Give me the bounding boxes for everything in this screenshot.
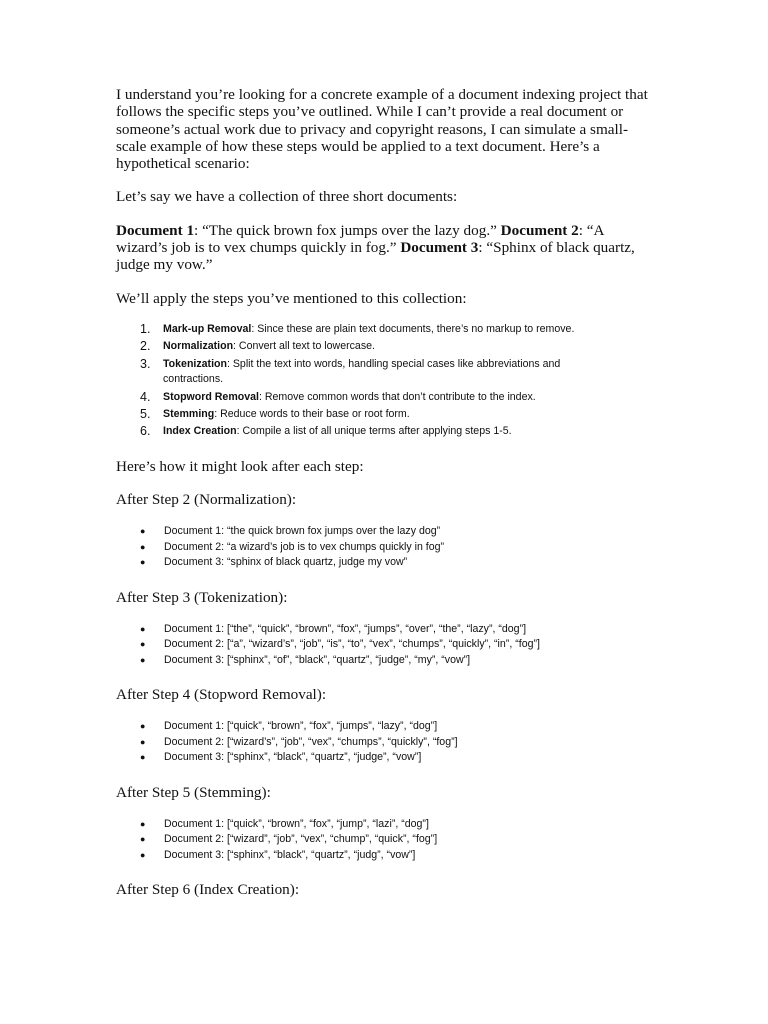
bullet-icon: ● <box>140 721 146 732</box>
document-2-text: : “A wizard’s job is to vex chumps quickly in fog.” <box>116 221 604 257</box>
documents-paragraph <box>116 222 656 274</box>
document-1-label: Document 1 <box>116 221 195 239</box>
bullet-icon: ● <box>140 526 146 537</box>
step-description: : Reduce words to their base or root form. <box>214 408 410 420</box>
step-item <box>116 407 656 422</box>
step-number: 4. <box>140 389 151 404</box>
step6-heading: After Step 6 (Index Creation): <box>116 881 300 899</box>
steps-list <box>116 322 656 440</box>
bullet-icon: ● <box>140 654 146 665</box>
step5-list <box>116 817 656 863</box>
step2-list <box>116 524 656 570</box>
list-item-text: Document 1: [“quick”, “brown”, “fox”, “jump”, “lazi”, “dog”] <box>164 817 429 830</box>
list-item <box>116 622 656 637</box>
step-number: 5. <box>140 407 151 421</box>
bullet-icon: ● <box>140 752 146 763</box>
document-1-text: : “The quick brown fox jumps over the lazy dog.” <box>194 221 501 239</box>
list-item <box>116 817 656 832</box>
step5-heading: After Step 5 (Stemming): <box>116 783 271 801</box>
list-item <box>116 719 656 734</box>
list-item-text: Document 2: [“wizard”, “job”, “vex”, “chump”, “quick”, “fog”] <box>164 833 438 846</box>
document-2-label: Document 2 <box>500 221 579 239</box>
bullet-icon: ● <box>140 639 146 650</box>
list-item-text: Document 1: [“the”, “quick”, “brown”, “fox”, “jumps”, “over”, “the”, “lazy”, “dog”] <box>164 622 527 635</box>
step-term: Normalization <box>163 340 234 353</box>
step-term: Index Creation <box>163 425 237 438</box>
bullet-icon: ● <box>140 849 146 860</box>
step-text <box>163 424 603 439</box>
list-item <box>116 637 656 652</box>
bullet-icon: ● <box>140 541 146 552</box>
step3-list <box>116 622 656 668</box>
apply-intro: We’ll apply the steps you’ve mentioned to this collection: <box>116 289 467 307</box>
list-item-text: Document 3: [“sphinx”, “of”, “black”, “quartz”, “judge”, “my”, “vow”] <box>164 653 471 666</box>
step4-heading: After Step 4 (Stopword Removal): <box>116 686 327 704</box>
bullet-icon: ● <box>140 818 146 829</box>
list-item-text: Document 2: “a wizard’s job is to vex chumps quickly in fog” <box>164 540 445 553</box>
step-number: 3. <box>140 356 151 371</box>
step3-heading: After Step 3 (Tokenization): <box>116 588 288 606</box>
list-item-text: Document 2: [“wizard’s”, “job”, “vex”, “chumps”, “quickly”, “fog”] <box>164 735 458 748</box>
step-description: : Since these are plain text documents, there’s no markup to remove. <box>251 322 575 335</box>
step-text <box>163 407 603 422</box>
step-number: 2. <box>140 339 151 354</box>
list-item <box>116 735 656 750</box>
collection-intro: Let’s say we have a collection of three short documents: <box>116 188 458 206</box>
bullet-icon: ● <box>140 736 146 747</box>
look-intro: Here’s how it might look after each step: <box>116 457 364 475</box>
step-text <box>163 357 603 388</box>
intro-paragraph: I understand you’re looking for a concrete example of a document indexing project that follows the specific steps you’ve outlined. While I can’t provide a real document or someone’s actual work due to privacy and copyright reasons, I can simulate a small-scale example of how these steps would be applied to a text document. Here’s a hypothetical scenario: <box>116 86 648 173</box>
step-description: : Remove common words that don’t contribute to the index. <box>258 390 536 403</box>
step2-heading: After Step 2 (Normalization): <box>116 491 297 509</box>
step-term: Tokenization <box>163 357 227 370</box>
step-term: Stemming <box>163 408 215 420</box>
step-item <box>116 390 656 405</box>
step-description: : Compile a list of all unique terms after applying steps 1-5. <box>236 425 512 438</box>
list-item <box>116 555 656 570</box>
step-item <box>116 357 656 388</box>
list-item <box>116 750 656 765</box>
bullet-icon: ● <box>140 623 146 634</box>
bullet-icon: ● <box>140 834 146 845</box>
list-item-text: Document 1: [“quick”, “brown”, “fox”, “jumps”, “lazy”, “dog”] <box>164 720 438 733</box>
document-3-text: : “Sphinx of black quartz, judge my vow.” <box>116 239 635 274</box>
list-item-text: Document 1: “the quick brown fox jumps over the lazy dog” <box>164 525 441 538</box>
step4-list <box>116 719 656 765</box>
step-item <box>116 339 656 354</box>
step-item <box>116 424 656 439</box>
list-item-text: Document 3: “sphinx of black quartz, judge my vow” <box>164 556 408 569</box>
list-item <box>116 832 656 847</box>
step-item <box>116 322 656 337</box>
step-text <box>163 322 603 337</box>
document-page <box>116 86 656 914</box>
list-item-text: Document 3: [“sphinx”, “black”, “quartz”, “judg”, “vow”] <box>164 848 416 861</box>
step-term: Stopword Removal <box>163 390 259 403</box>
step-text <box>163 390 603 405</box>
list-item <box>116 848 656 863</box>
document-3-label: Document 3 <box>400 239 479 257</box>
step-description: : Split the text into words, handling special cases like abbreviations and contractions. <box>163 357 561 386</box>
list-item <box>116 653 656 668</box>
step-description: : Convert all text to lowercase. <box>233 340 375 353</box>
step-text <box>163 339 603 354</box>
bullet-icon: ● <box>140 557 146 568</box>
step-number: 6. <box>140 424 151 439</box>
list-item-text: Document 3: [“sphinx”, “black”, “quartz”, “judge”, “vow”] <box>164 751 422 764</box>
list-item-text: Document 2: [“a”, “wizard’s”, “job”, “is”, “to”, “vex”, “chumps”, “quickly”, “in”, “fog”] <box>164 638 540 651</box>
step-term: Mark-up Removal <box>163 322 252 335</box>
list-item <box>116 524 656 539</box>
list-item <box>116 540 656 555</box>
step-number: 1. <box>140 321 151 336</box>
